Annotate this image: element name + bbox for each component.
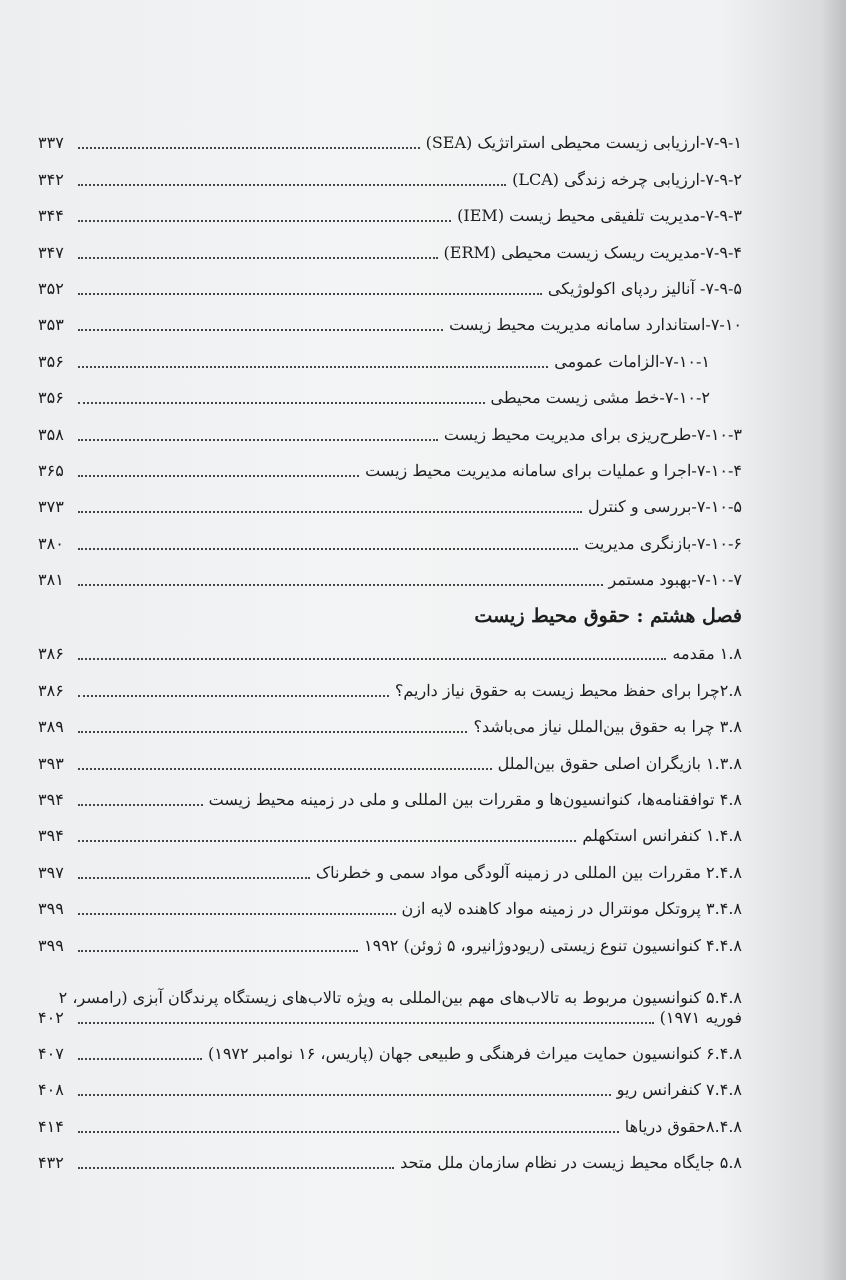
toc-entry[interactable]	[38, 520, 742, 556]
toc-entry-page: ۳۸۶	[38, 680, 64, 700]
toc-entry[interactable]	[38, 156, 742, 192]
toc-entry-title-cont: فوریه ۱۹۷۱)	[659, 1007, 742, 1027]
toc-entry[interactable]	[38, 667, 742, 703]
toc-entry-page: ۳۹۹	[38, 935, 64, 955]
toc-entry-page: ۴۱۴	[38, 1116, 64, 1136]
toc-entry[interactable]	[38, 557, 742, 593]
toc-entry-page: ۳۸۹	[38, 717, 64, 737]
toc-entry-page: ۳۵۲	[38, 278, 64, 298]
toc-entry[interactable]	[38, 849, 742, 885]
toc-entry-page: ۳۵۶	[38, 388, 64, 408]
toc-entry-page: ۳۹۴	[38, 826, 64, 846]
toc-section-chapter-8-cont	[38, 1031, 742, 1177]
toc-entry-title: ۸.۴.۸حقوق دریاها	[624, 1116, 742, 1136]
toc-entry[interactable]	[38, 959, 742, 1031]
toc-entry[interactable]	[38, 266, 742, 302]
dot-leader	[78, 731, 467, 733]
toc-entry-title: ۶.۴.۸ کنوانسیون حمایت میراث فرهنگی و طبیعی جهان (پاریس، ۱۶ نوامبر ۱۹۷۲)	[207, 1043, 742, 1063]
toc-entry[interactable]	[38, 1031, 742, 1067]
toc-entry-page: ۳۴۷	[38, 242, 64, 262]
toc-entry-title: ۷-۹-۱-ارزیابی زیست محیطی استراتژیک (SEA)	[425, 133, 742, 153]
dot-leader	[78, 1058, 202, 1060]
dot-leader	[78, 840, 576, 842]
toc-entry-page: ۳۵۶	[38, 351, 64, 371]
dot-leader	[78, 366, 548, 368]
toc-entry[interactable]	[38, 375, 742, 411]
toc-entry[interactable]	[38, 922, 742, 958]
toc-entry-page: ۳۹۹	[38, 899, 64, 919]
toc-entry-title: ۷-۱۰-۵-بررسی و کنترل	[588, 497, 742, 517]
dot-leader	[78, 1167, 394, 1169]
toc-entry-page: ۳۸۰	[38, 533, 64, 553]
toc-entry-title: ۴.۸ توافقنامه‌ها، کنوانسیون‌ها و مقررات بین المللی و ملی در زمینه محیط زیست	[208, 790, 742, 810]
toc-entry-page: ۳۹۴	[38, 790, 64, 810]
chapter-title: فصل هشتم : حقوق محیط زیست	[474, 605, 742, 628]
toc-entry-title: ۷-۹-۲-ارزیابی چرخه زندگی (LCA)	[512, 169, 742, 189]
toc-entry-title: ۱.۸ مقدمه	[672, 644, 742, 664]
chapter-heading	[38, 593, 742, 631]
toc-entry-page: ۳۸۶	[38, 644, 64, 664]
toc-entry-page: ۴۳۲	[38, 1153, 64, 1173]
dot-leader	[78, 439, 438, 441]
toc-entry-title: ۷-۱۰-۴-اجرا و عملیات برای سامانه مدیریت محیط زیست	[365, 460, 742, 480]
toc-entry-title: ۴.۴.۸ کنوانسیون تنوع زیستی (ریودوژانیرو، ۵ ژوئن) ۱۹۹۲	[364, 935, 742, 955]
dot-leader	[78, 548, 578, 550]
toc-entry-title: ۷-۱۰-۶-بازنگری مدیریت	[584, 533, 742, 553]
toc-entry-title: ۷.۴.۸ کنفرانس ریو	[616, 1080, 742, 1100]
toc-entry-page: ۴۰۷	[38, 1043, 64, 1063]
toc-entry[interactable]	[38, 777, 742, 813]
toc-entry[interactable]	[38, 484, 742, 520]
dot-leader	[78, 950, 358, 952]
dot-leader	[78, 220, 451, 222]
dot-leader	[78, 511, 582, 513]
dot-leader	[78, 293, 542, 295]
toc-entry[interactable]	[38, 704, 742, 740]
toc-entry-page: ۳۳۷	[38, 133, 64, 153]
toc-entry[interactable]	[38, 302, 742, 338]
toc-entry-title: ۳.۸ چرا به حقوق بین‌الملل نیاز می‌باشد؟	[473, 717, 742, 737]
toc-section-chapter-7	[38, 120, 742, 593]
toc-entry-title: ۷-۱۰-۲-خط مشی زیست محیطی	[490, 388, 710, 408]
toc-entry-page: ۴۰۲	[38, 1007, 64, 1027]
toc-entry-title: ۷-۹-۳-مدیریت تلفیقی محیط زیست (IEM)	[457, 206, 742, 226]
dot-leader	[78, 695, 389, 697]
dot-leader	[78, 877, 310, 879]
dot-leader	[78, 658, 666, 660]
toc-entry-title: ۳.۴.۸ پروتکل مونترال در زمینه مواد کاهنده لایه ازن	[401, 899, 742, 919]
dot-leader	[78, 329, 443, 331]
toc-entry-title: ۷-۹-۵- آنالیز ردپای اکولوژیکی	[547, 278, 742, 298]
dot-leader	[78, 1131, 619, 1133]
toc-entry-title: ۷-۱۰-۷-بهبود مستمر	[608, 570, 742, 590]
table-of-contents	[38, 120, 742, 1176]
toc-entry-title: ۷-۱۰-۱-الزامات عمومی	[554, 351, 710, 371]
dot-leader	[78, 402, 485, 404]
toc-entry-title: ۷-۱۰-استاندارد سامانه مدیریت محیط زیست	[449, 315, 742, 335]
toc-entry-page: ۳۹۷	[38, 862, 64, 882]
toc-entry-page: ۳۷۳	[38, 497, 64, 517]
dot-leader	[78, 584, 603, 586]
toc-entry[interactable]	[38, 1067, 742, 1103]
toc-entry-title: ۱.۴.۸ کنفرانس استکهلم	[582, 826, 742, 846]
toc-entry-page: ۳۸۱	[38, 570, 64, 590]
toc-entry-title: ۷-۱۰-۳-طرح‌ریزی برای مدیریت محیط زیست	[443, 424, 742, 444]
dot-leader	[78, 768, 492, 770]
toc-entry[interactable]	[38, 411, 742, 447]
toc-entry[interactable]	[38, 886, 742, 922]
toc-entry-title: ۷-۹-۴-مدیریت ریسک زیست محیطی (ERM)	[443, 242, 742, 262]
toc-entry-page: ۳۵۸	[38, 424, 64, 444]
toc-entry[interactable]	[38, 813, 742, 849]
dot-leader	[78, 804, 203, 806]
toc-entry[interactable]	[38, 740, 742, 776]
toc-section-chapter-8	[38, 631, 742, 959]
toc-entry-page: ۴۰۸	[38, 1080, 64, 1100]
toc-entry[interactable]	[38, 193, 742, 229]
toc-entry[interactable]	[38, 1140, 742, 1176]
dot-leader	[78, 475, 359, 477]
toc-entry-title: ۲.۸چرا برای حفظ محیط زیست به حقوق نیاز داریم؟	[394, 680, 742, 700]
toc-entry-page: ۳۶۵	[38, 460, 64, 480]
toc-entry[interactable]	[38, 229, 742, 265]
toc-entry[interactable]	[38, 448, 742, 484]
toc-entry-page: ۳۵۳	[38, 315, 64, 335]
toc-entry-page: ۳۴۴	[38, 206, 64, 226]
toc-entry-page: ۳۴۲	[38, 169, 64, 189]
toc-entry[interactable]	[38, 338, 742, 374]
toc-entry-title: ۵.۴.۸ کنوانسیون مربوط به تالاب‌های مهم بین‌المللی به ویژه تالاب‌های زیستگاه پرندگان آبزی (رامسر، ۲	[58, 987, 742, 1007]
dot-leader	[78, 257, 438, 259]
toc-entry-title: ۱.۳.۸ بازیگران اصلی حقوق بین‌الملل	[497, 753, 742, 773]
toc-entry[interactable]	[38, 1103, 742, 1139]
dot-leader	[78, 184, 506, 186]
dot-leader	[78, 1022, 654, 1024]
dot-leader	[78, 913, 396, 915]
toc-entry-title: ۵.۸ جایگاه محیط زیست در نظام سازمان ملل متحد	[400, 1153, 742, 1173]
dot-leader	[78, 147, 420, 149]
toc-entry[interactable]	[38, 631, 742, 667]
toc-entry-page: ۳۹۳	[38, 753, 64, 773]
toc-entry[interactable]	[38, 120, 742, 156]
dot-leader	[78, 1094, 611, 1096]
toc-entry-title: ۲.۴.۸ مقررات بین المللی در زمینه آلودگی مواد سمی و خطرناک	[315, 862, 742, 882]
